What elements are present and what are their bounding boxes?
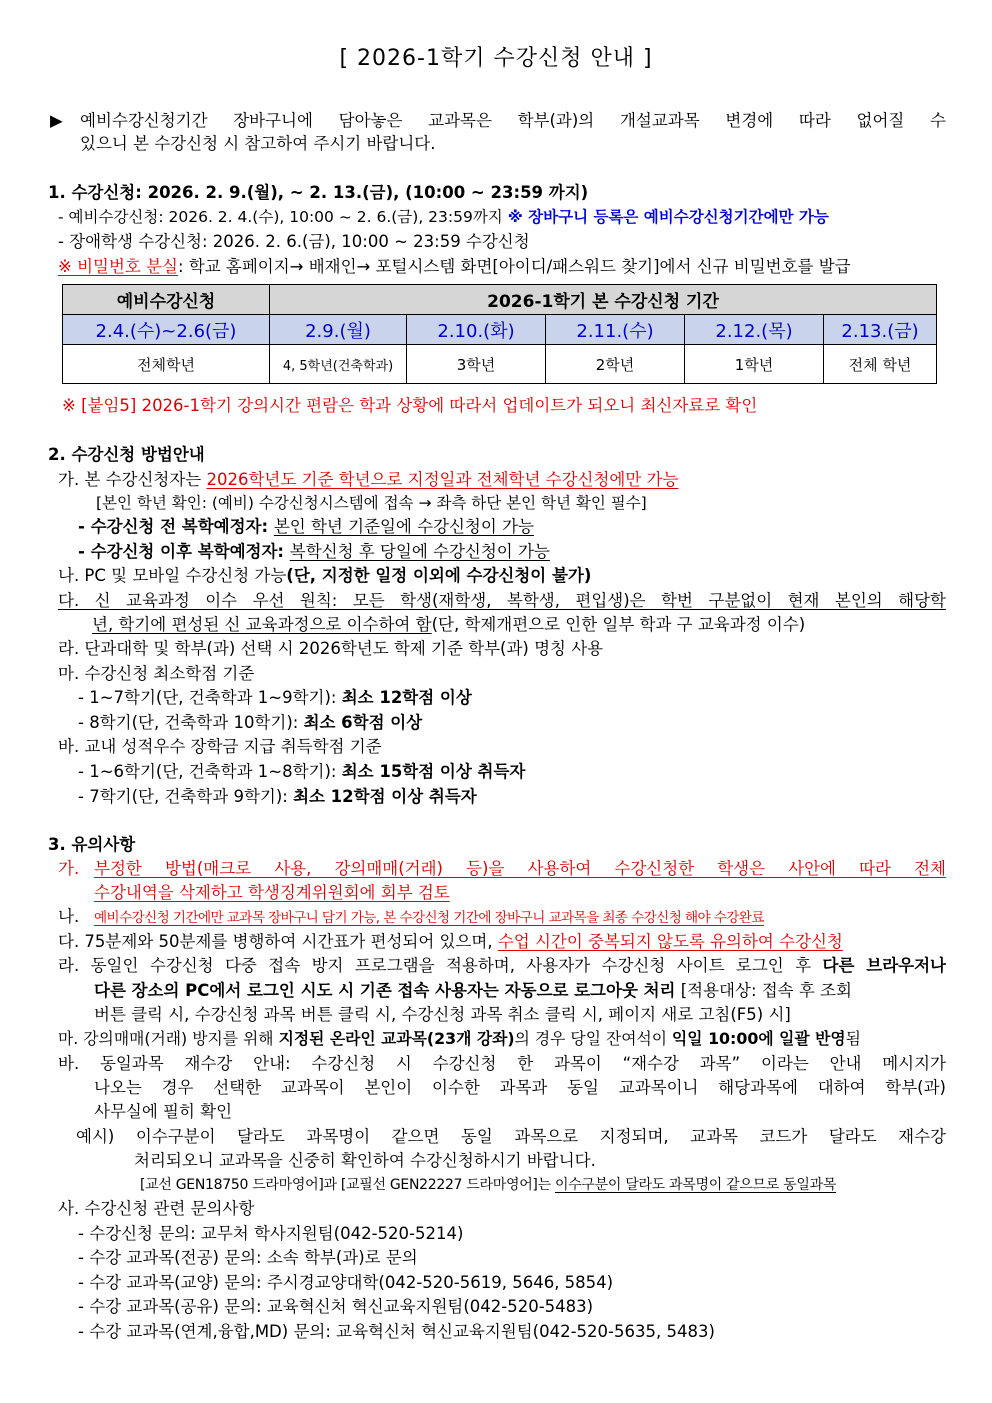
s2-item-da-line-1: 다. 신 교육과정 이수 우선 원칙: 모든 학생(재학생, 복학생, 편입생)은 학번 구분없이 현재 본인의 해당학 <box>58 591 946 610</box>
section-3-heading: 3. 유의사항 <box>48 835 136 854</box>
s3-ga-label: 가. <box>58 859 80 878</box>
password-lost-text: : 학교 홈페이지→ 배재인→ 포털시스템 화면[아이디/패스워드 찾기]에서 신규 비밀번호를 발급 <box>177 257 851 276</box>
password-lost-label: ※ 비밀번호 분실 <box>58 257 178 276</box>
s2-ga-text: 가. 본 수강신청자는 <box>58 470 207 489</box>
s3-ra-target: [적용대상: 접속 후 조회 <box>675 981 852 1000</box>
s3-ga-line-1: 부정한 방법(매크로 사용, 강의매매(거래) 등)을 사용하여 수강신청한 학생은 사안에 따라 전체 <box>94 859 946 878</box>
date-cell: 2.9.(월) <box>270 315 407 345</box>
grade-cell: 3학년 <box>407 345 546 384</box>
grade-cell: 1학년 <box>685 345 824 384</box>
schedule-date-row <box>63 315 937 345</box>
intro-line-1: 예비수강신청기간 장바구니에 담아놓은 교과목은 학부(과)의 개설교과목 변경에 따라 없어질 수 <box>80 111 946 130</box>
s2-ga-d2-label: - 수강신청 이후 복학예정자: <box>78 542 290 561</box>
s2-ma1-value: 최소 12학점 이상 <box>341 688 472 707</box>
page-title: [ 2026-1학기 수강신청 안내 ] <box>339 46 653 71</box>
date-cell: 2.12.(목) <box>685 315 824 345</box>
s3-da-text: 다. 75분제와 50분제를 병행하여 시간표가 편성되어 있으며, <box>58 932 498 951</box>
s3-ra-text: 라. 동일인 수강신청 다중 접속 방지 프로그램을 적용하며, 사용자가 수강신청 사이트 로그인 후 <box>58 956 823 975</box>
disabled-student-line: - 장애학생 수강신청: 2026. 2. 6.(금), 10:00 ~ 23:59 수강신청 <box>58 232 530 251</box>
s2-ga-d1-text: 본인 학년 기준일에 수강신청이 가능 <box>273 517 534 536</box>
s3-ba-line-3: 사무실에 필히 확인 <box>94 1102 233 1121</box>
pre-registration-note: ※ 장바구니 등록은 예비수강신청기간에만 가능 <box>507 208 829 226</box>
date-cell: 2.4.(수)~2.6(금) <box>63 315 270 345</box>
section-1-heading: 1. 수강신청: 2026. 2. 9.(월), ~ 2. 13.(금), (10:00 ~ 23:59 까지) <box>48 183 589 202</box>
s3-ga-line-2: 수강내역을 삭제하고 학생징계위원회에 회부 검토 <box>94 883 450 902</box>
intro-line-2: 있으니 본 수강신청 시 참고하여 주시기 바랍니다. <box>80 134 436 153</box>
s3-ra-line-2 <box>94 980 852 1002</box>
s3-example-courses: [교선 GEN18750 드라마영어]과 [교필선 GEN22227 드라마영어]는 <box>140 1177 555 1193</box>
s2-na-emphasis: (단, 지정한 일정 이외에 수강신청이 불가) <box>286 566 592 585</box>
s2-ga-emphasis: 2026학년도 기준 학년으로 지정일과 전체학년 수강신청에만 가능 <box>206 470 679 489</box>
pre-registration-line <box>58 206 829 228</box>
s2-ba2-value: 최소 12학점 이상 취득자 <box>293 787 477 806</box>
date-cell: 2.11.(수) <box>546 315 685 345</box>
s3-na-label: 나. <box>58 907 80 926</box>
pre-registration-period: - 예비수강신청: 2026. 2. 4.(수), 10:00 ~ 2. 6.(금), 23:59까지 <box>58 208 508 226</box>
s2-ba2-label: - 7학기(단, 건축학과 9학기): <box>78 787 294 806</box>
s3-example-conclusion: 이수구분이 달라도 과목명이 같으므로 동일과목 <box>554 1177 837 1193</box>
s2-item-ma: 마. 수강신청 최소학점 기준 <box>58 664 255 683</box>
s3-ma-b: 지정된 온라인 교과목(23개 강좌) <box>278 1029 515 1048</box>
s2-da-underlined: 년, 학기에 편성된 신 교육과정으로 이수하여 함 <box>92 615 432 634</box>
s2-ma-detail-1 <box>78 687 472 709</box>
grade-cell: 전체 학년 <box>824 345 937 384</box>
s3-ba-line-1: 바. 동일과목 재수강 안내: 수강신청 시 수강신청 한 과목이 “재수강 과목” 이라는 안내 메시지가 <box>58 1054 946 1073</box>
s2-ba1-value: 최소 15학점 이상 취득자 <box>341 762 526 781</box>
s3-ra-emphasis: 다른 브라우저나 <box>822 956 946 975</box>
s2-na-text: 나. PC 및 모바일 수강신청 가능 <box>58 566 287 585</box>
s2-ga-detail-1 <box>78 516 534 538</box>
grade-cell: 전체학년 <box>63 345 270 384</box>
s2-ma2-value: 최소 6학점 이상 <box>303 713 423 732</box>
s3-ra-line-3: 버튼 클릭 시, 수강신청 과목 버튼 클릭 시, 수강신청 과목 취소 클릭 시, 페이지 새로 고침(F5) 시] <box>94 1005 791 1024</box>
s2-ga-sub: [본인 학년 확인: (예비) 수강신청시스템에 접속 → 좌측 하단 본인 학년 확인 필수] <box>96 494 647 512</box>
intro-bullet-icon: ▶ <box>50 111 63 130</box>
s3-ma-d: 익일 10:00에 일괄 반영 <box>672 1029 846 1048</box>
s2-ba1-label: - 1~6학기(단, 건축학과 1~8학기): <box>78 762 342 781</box>
contact-item: - 수강 교과목(교양) 문의: 주시경교양대학(042-520-5619, 5646, 5854) <box>78 1273 614 1292</box>
s2-ga-d2-text: 복학신청 후 당일에 수강신청이 가능 <box>289 542 550 561</box>
s2-ma2-label: - 8학기(단, 건축학과 10학기): <box>78 713 304 732</box>
s2-ma1-label: - 1~7학기(단, 건축학과 1~9학기): <box>78 688 342 707</box>
date-cell: 2.10.(화) <box>407 315 546 345</box>
contact-item: - 수강 교과목(공유) 문의: 교육혁신처 혁신교육지원팀(042-520-5483) <box>78 1297 594 1316</box>
s3-example-line-1: 예시) 이수구분이 달라도 과목명이 같으면 동일 과목으로 지정되며, 교과목 코드가 달라도 재수강 <box>76 1127 946 1146</box>
s3-ma-c: 의 경우 당일 잔여석이 <box>514 1029 673 1048</box>
schedule-header-row <box>63 285 937 315</box>
s2-da-rest: (단, 학제개편으로 인한 일부 학과 구 교육과정 이수) <box>431 615 806 634</box>
s2-item-ga <box>58 469 678 491</box>
s3-da-emphasis: 수업 시간이 중복되지 않도록 유의하여 수강신청 <box>497 932 843 951</box>
contact-item: - 수강 교과목(연계,융합,MD) 문의: 교육혁신처 혁신교육지원팀(042-520-5635, 5483) <box>78 1322 715 1341</box>
section-2-heading: 2. 수강신청 방법안내 <box>48 445 205 464</box>
s3-ra-line-1 <box>58 955 946 977</box>
s2-item-ba: 바. 교내 성적우수 장학금 지급 취득학점 기준 <box>58 737 382 756</box>
grade-cell: 4, 5학년(건축학과) <box>270 345 407 384</box>
s2-ma-detail-2 <box>78 712 422 734</box>
s2-item-ra: 라. 단과대학 및 학부(과) 선택 시 2026학년도 학제 기준 학부(과) 명칭 사용 <box>58 639 604 658</box>
s3-ba-line-2: 나오는 경우 선택한 교과목이 본인이 이수한 과목과 동일 교과목이니 해당과목에 대하여 학부(과) <box>94 1078 946 1097</box>
s3-item-da <box>58 931 843 953</box>
header-main-registration: 2026-1학기 본 수강신청 기간 <box>270 285 937 315</box>
s2-ba-detail-1 <box>78 761 525 783</box>
s3-ra-emphasis-2: 다른 장소의 PC에서 로그인 시도 시 기존 접속 사용자는 자동으로 로그아웃 처리 <box>94 981 676 1000</box>
s3-ma-a: 마. 강의매매(거래) 방지를 위해 <box>58 1029 279 1048</box>
s2-ga-detail-2 <box>78 541 550 563</box>
s2-item-da-line-2 <box>92 614 805 636</box>
schedule-grade-row <box>63 345 937 384</box>
s3-example-line-2: 처리되오니 교과목을 신중히 확인하여 수강신청하시기 바랍니다. <box>134 1151 596 1170</box>
s2-item-na <box>58 565 591 587</box>
s3-item-ma <box>58 1028 861 1050</box>
timetable-note: ※ [붙임5] 2026-1학기 강의시간 편람은 학과 상황에 따라서 업데이트가 되오니 최신자료로 확인 <box>62 396 758 415</box>
contact-item: - 수강 교과목(전공) 문의: 소속 학부(과)로 문의 <box>78 1248 418 1267</box>
date-cell: 2.13.(금) <box>824 315 937 345</box>
grade-cell: 2학년 <box>546 345 685 384</box>
s3-ma-e: 됨 <box>845 1029 861 1048</box>
password-line <box>58 256 851 278</box>
header-pre-registration: 예비수강신청 <box>63 285 270 315</box>
s3-example-line-3 <box>140 1174 836 1196</box>
s3-item-sa: 사. 수강신청 관련 문의사항 <box>58 1199 255 1218</box>
s2-ba-detail-2 <box>78 786 477 808</box>
s2-ga-d1-label: - 수강신청 전 복학예정자: <box>78 517 274 536</box>
contact-item: - 수강신청 문의: 교무처 학사지원팀(042-520-5214) <box>78 1224 464 1243</box>
s3-na-text: 예비수강신청 기간에만 교과목 장바구니 담기 가능, 본 수강신청 기간에 장바구니 교과목을 최종 수강신청 해야 수강완료 <box>94 910 764 926</box>
schedule-table <box>62 284 937 384</box>
